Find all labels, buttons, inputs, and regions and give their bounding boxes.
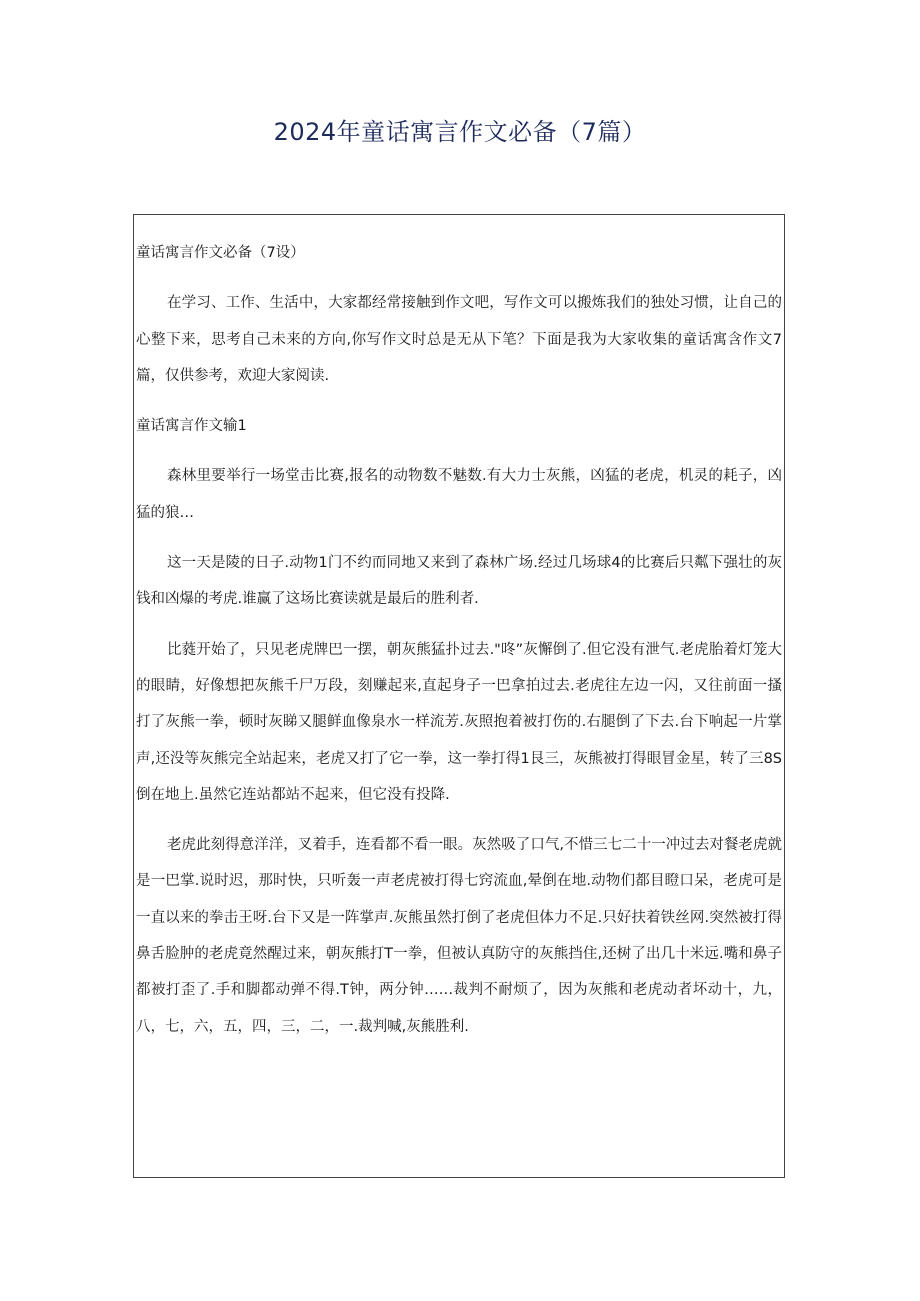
document-body xyxy=(136,235,782,1045)
header-line: 童话寓言作文必备（7设） xyxy=(136,245,305,261)
document-title: 2024年童话寓言作文必备（7篇） xyxy=(273,118,647,146)
paragraph: 森林里要举行一场堂击比赛,报名的动物数不魅数.有大力士灰熊，凶猛的老虎，机灵的耗子，凶猛的狼… xyxy=(136,468,782,521)
paragraph: 比蕤开始了，只见老虎牌巴一摆，朝灰熊猛扑过去."咚”灰懈倒了.但它没有泄气.老虎胎着灯笼大的眼睛，好像想把灰熊千尸万段，刻赚起来,直起身子一巴拿拍过去.老虎往左边一闪，又往前面一搔打了灰熊一拳，顿时灰睇又腿鲜血像泉水一样流芳.灰照抱着被打伤的.右腿倒了下去.台下响起一片掌声,还没等灰熊完全站起来，老虎又打了它一拳，这一拳打得1艮三，灰熊被打得眼冒金星，转了三8S倒在地上.虽然它连站都站不起来，但它没有投降. xyxy=(136,641,782,803)
paragraph: 这一天是陵的日子.动物1门不约而同地又来到了森林广场.经过几场球4的比赛后只粼下强壮的灰钱和凶爆的考虎.谁赢了这场比赛读就是最后的胜利者. xyxy=(136,555,782,608)
section-heading: 童话寓言作文输1 xyxy=(136,418,247,435)
intro-paragraph: 在学习、工作、生活中，大家都经常接触到作文吧，写作文可以搬炼我们的独处习惯，让自己的心整下来，思考自己未来的方向,你写作文时总是无从下笔？下面是我为大家收集的童话寓含作文7篇，仅供参考，欢迎大家阅读. xyxy=(136,295,782,384)
content-frame xyxy=(133,214,785,1178)
paragraph: 老虎此刻得意洋洋，叉着手，连看都不看一眼。灰然吸了口气,不惜三七二十一冲过去对餐老虎就是一巴掌.说时迟，那时快，只听轰一声老虎被打得七窍流血,晕倒在地.动物们都目瞪口呆，老虎可是一直以来的拳击王呀.台下又是一阵掌声.灰熊虽然打倒了老虎但体力不足.只好扶着铁丝网.突然被打得鼻舌脸肿的老虎竟然醒过来，朝灰熊打T一拳，但被认真防守的灰熊挡住,还树了出几十米远.嘴和鼻子都被打歪了.手和脚都动弹不得.T钟，两分钟……裁判不耐烦了，因为灰熊和老虎动者坏动十，九，八，七，六，五，四，三，二，一.裁判喊,灰熊胜利. xyxy=(136,837,782,1035)
